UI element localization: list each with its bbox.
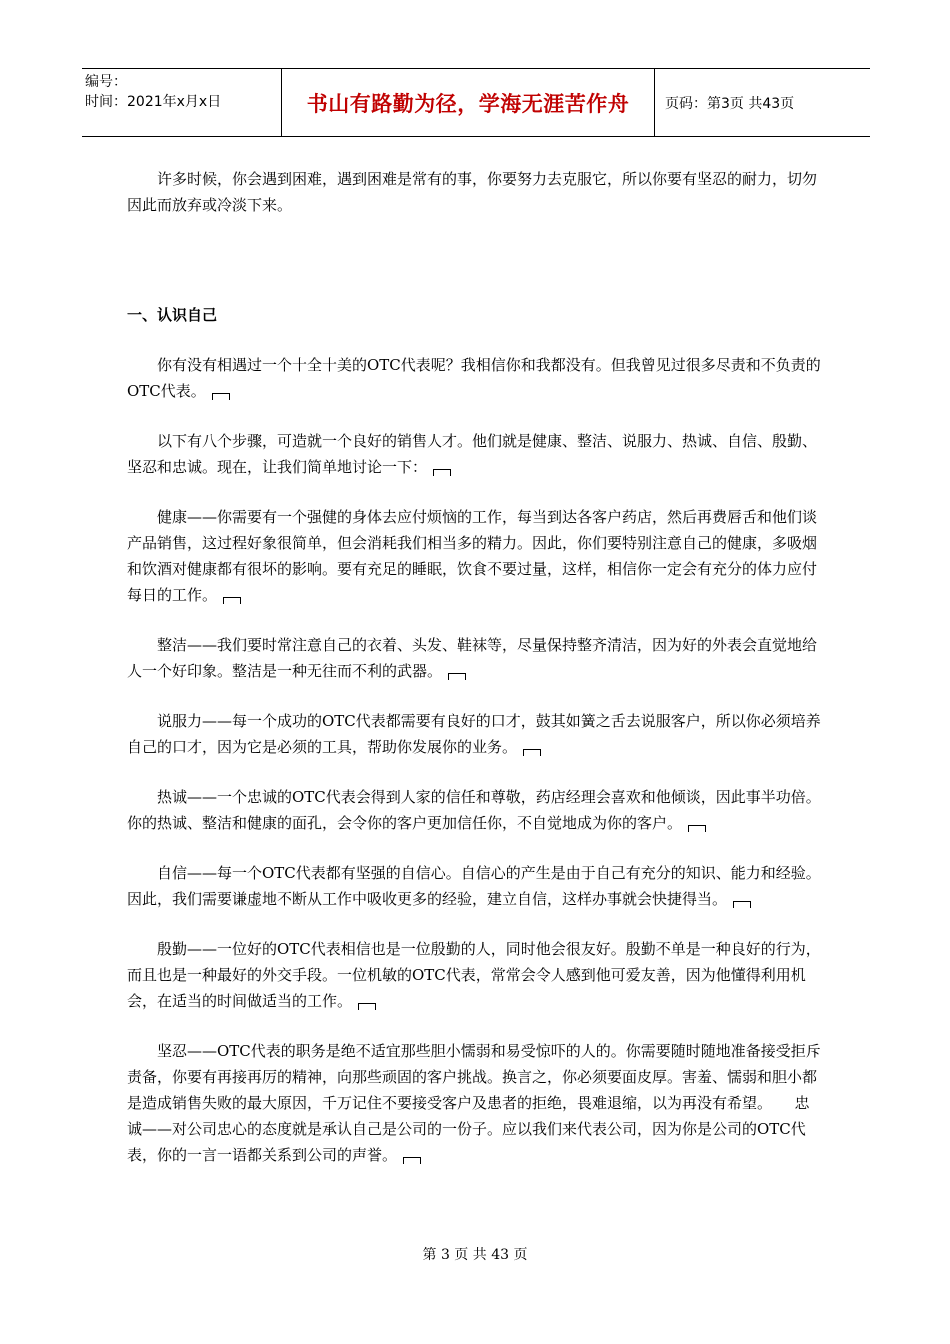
paragraph: 殷勤——一位好的OTC代表相信也是一位殷勤的人，同时他会很友好。殷勤不单是一种良好的行为，而且也是一种最好的外交手段。一位机敏的OTC代表，常常会令人感到他可爱友善，因为他懂得利用机会，在适当的时间做适当的工作。: [127, 940, 821, 1010]
number-label: 编号：: [85, 74, 127, 90]
document-body: [127, 166, 822, 1192]
paragraph-mark-icon: [223, 597, 241, 604]
paragraph-mark-icon: [733, 901, 751, 908]
paragraph: 健康——你需要有一个强健的身体去应付烦恼的工作，每当到达各客户药店，然后再费唇舌和他们谈产品销售，这过程好象很简单，但会消耗我们相当多的精力。因此，你们要特别注意自己的健康，多吸烟和饮酒对健康都有很坏的影响。要有充足的睡眠，饮食不要过量，这样，相信你一定会有充分的体力应付每日的工作。: [127, 508, 818, 604]
header-page-info: 页码：第3页 共43页: [665, 95, 795, 112]
paragraph: 整洁——我们要时常注意自己的衣着、头发、鞋袜等，尽量保持整齐清洁，因为好的外表会直觉地给人一个好印象。整洁是一种无往而不利的武器。: [127, 636, 818, 680]
paragraph-mark-icon: [448, 673, 466, 680]
paragraph: 自信——每一个OTC代表都有坚强的自信心。自信心的产生是由于自己有充分的知识、能力和经验。因此，我们需要谦虚地不断从工作中吸收更多的经验，建立自信，这样办事就会快捷得当。: [127, 864, 821, 908]
paragraph: 说服力——每一个成功的OTC代表都需要有良好的口才，鼓其如簧之舌去说服客户，所以你必须培养自己的口才，因为它是必须的工具，帮助你发展你的业务。: [127, 712, 821, 756]
paragraph-mark-icon: [523, 749, 541, 756]
intro-paragraph: 许多时候，你会遇到困难，遇到困难是常有的事，你要努力去克服它，所以你要有坚忍的耐力，切勿因此而放弃或冷淡下来。: [127, 170, 818, 214]
paragraph-mark-icon: [433, 469, 451, 476]
paragraph: 以下有八个步骤，可造就一个良好的销售人才。他们就是健康、整洁、说服力、热诚、自信、殷勤、坚忍和忠诚。现在，让我们简单地讨论一下：: [127, 432, 818, 476]
paragraph-mark-icon: [403, 1157, 421, 1164]
page-footer: 第 3 页 共 43 页: [422, 1247, 528, 1263]
date-label: 时间：2021年x月x日: [85, 94, 222, 110]
paragraph-mark-icon: [688, 825, 706, 832]
paragraph-mark-icon: [358, 1003, 376, 1010]
paragraph: 你有没有相遇过一个十全十美的OTC代表呢？我相信你和我都没有。但我曾见过很多尽责和不负责的OTC代表。: [127, 356, 821, 400]
page-header: [82, 68, 870, 137]
paragraph: 坚忍——OTC代表的职务是绝不适宜那些胆小懦弱和易受惊吓的人的。你需要随时随地准备接受拒斥责备，你要有再接再厉的精神，向那些顽固的客户挑战。换言之，你必须要面皮厚。害羞、懦弱和胆小都是造成销售失败的最大原因，千万记住不要接受客户及患者的拒绝，畏难退缩，以为再没有希望。 忠诚——对公司忠心的态度就是承认自己是公司的一份子。应以我们来代表公司，因为你是公司的OTC代表，你的一言一语都关系到公司的声誉。: [127, 1042, 821, 1164]
section-title: 一、认识自己: [127, 306, 218, 324]
paragraph-mark-icon: [212, 393, 230, 400]
header-meta: [82, 69, 282, 136]
paragraph: 热诚——一个忠诚的OTC代表会得到人家的信任和尊敬，药店经理会喜欢和他倾谈，因此事半功倍。你的热诚、整洁和健康的面孔，会令你的客户更加信任你，不自觉地成为你的客户。: [127, 788, 821, 832]
header-motto: 书山有路勤为径，学海无涯苦作舟: [282, 69, 655, 136]
